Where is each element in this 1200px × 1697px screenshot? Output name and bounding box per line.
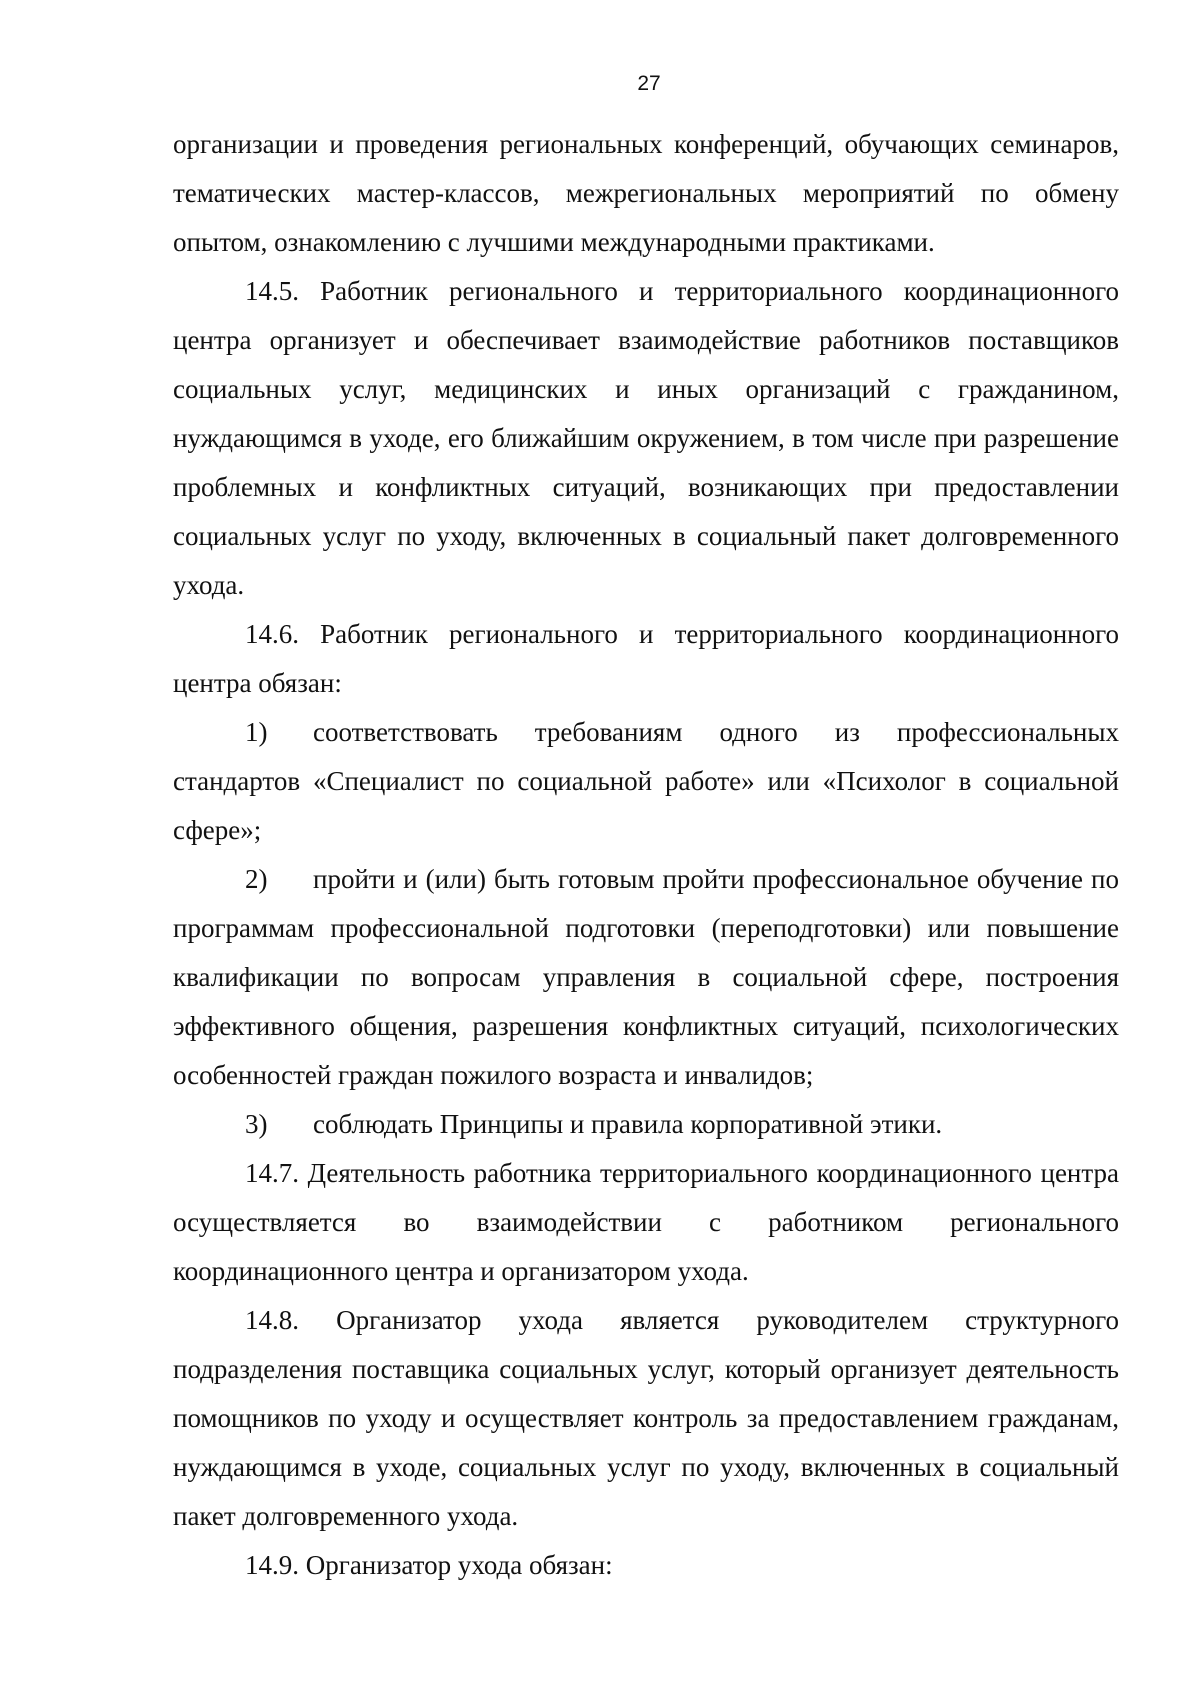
- list-item-2: [173, 855, 1119, 1100]
- list-item-number: 3): [245, 1109, 268, 1139]
- list-item-text: пройти и (или) быть готовым пройти профессиональное обучение по программам профессиональной подготовки (переподготовки) или повышение квалификации по вопросам управления в социальной сфере, построения эффективного общения, разрешения конфликтных ситуаций, психологических особенностей граждан пожилого возраста и инвалидов;: [173, 864, 1119, 1090]
- paragraph-14-7: 14.7. Деятельность работника территориального координационного центра осуществляется во взаимодействии с работником регионального координационного центра и организатором ухода.: [173, 1158, 1119, 1286]
- paragraph-14-5: 14.5. Работник регионального и территориального координационного центра организует и обеспечивает взаимодействие работников поставщиков социальных услуг, медицинских и иных организаций с гражданином, нуждающимся в уходе, его ближайшим окружением, в том числе при разрешение проблемных и конфликтных ситуаций, возникающих при предоставлении социальных услуг по уходу, включенных в социальный пакет долговременного ухода.: [173, 276, 1119, 600]
- paragraph-14-9: 14.9. Организатор ухода обязан:: [245, 1550, 613, 1580]
- paragraph-14-8: 14.8. Организатор ухода является руководителем структурного подразделения поставщика социальных услуг, который организует деятельность помощников по уходу и осуществляет контроль за предоставлением гражданам, нуждающимся в уходе, социальных услуг по уходу, включенных в социальный пакет долговременного ухода.: [173, 1305, 1119, 1531]
- list-item-3: [173, 1100, 1119, 1149]
- paragraph-continuation: организации и проведения региональных конференций, обучающих семинаров, тематических мастер-классов, межрегиональных мероприятий по обмену опытом, ознакомлению с лучшими международными практиками.: [173, 129, 1119, 257]
- list-item-1: [173, 708, 1119, 855]
- list-item-text: соответствовать требованиям одного из профессиональных стандартов «Специалист по социальной работе» или «Психолог в социальной сфере»;: [173, 717, 1119, 845]
- page-number: 27: [637, 72, 661, 95]
- document-body: [173, 120, 1119, 1590]
- list-item-number: 2): [245, 864, 268, 894]
- list-item-text: соблюдать Принципы и правила корпоративной этики.: [313, 1109, 943, 1139]
- list-item-number: 1): [245, 717, 268, 747]
- paragraph-14-6: 14.6. Работник регионального и территориального координационного центра обязан:: [173, 619, 1119, 698]
